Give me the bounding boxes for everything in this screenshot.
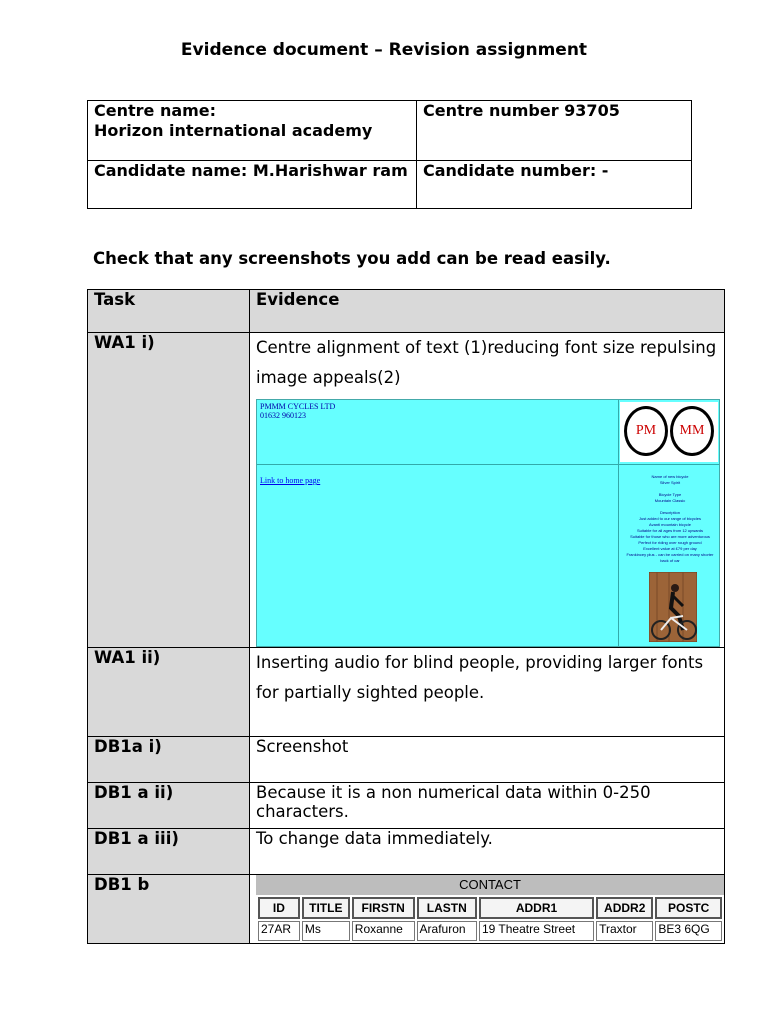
desc-line: Mountain Classic — [654, 498, 686, 503]
table-cell: Roxanne — [352, 921, 415, 941]
column-header: ADDR1 — [479, 897, 594, 919]
cyclist-illustration — [649, 572, 697, 642]
evidence-text: Centre alignment of text (1)reducing font size repulsing image appeals(2) — [256, 338, 717, 387]
task-cell: DB1a i) — [88, 737, 250, 783]
candidate-number-cell — [417, 161, 692, 209]
column-header: TITLE — [302, 897, 350, 919]
centre-number: Centre number 93705 — [423, 101, 620, 120]
contact-table-screenshot — [256, 875, 724, 943]
candidate-number: Candidate number: - — [423, 161, 609, 180]
task-cell: WA1 i) — [88, 333, 250, 648]
desc-line: Name of new bicycle — [651, 474, 689, 479]
logo-wheel-left: PM — [624, 406, 668, 456]
column-header: POSTC — [655, 897, 722, 919]
header-evidence: Evidence — [250, 290, 725, 333]
candidate-name: Candidate name: M.Harishwar ram — [94, 161, 408, 180]
centre-number-cell — [417, 101, 692, 161]
evidence-cell — [250, 875, 725, 944]
desc-line: Bicycle Type — [658, 492, 682, 497]
desc-line: Suitable for all ages from 12 upwards — [636, 528, 704, 533]
task-cell: DB1 a ii) — [88, 783, 250, 829]
evidence-cell: Screenshot — [250, 737, 725, 783]
centre-info-table — [87, 100, 692, 209]
desc-line: Silver Spirit — [659, 480, 681, 485]
table-cell: Ms — [302, 921, 350, 941]
home-page-link[interactable]: Link to home page — [260, 476, 321, 485]
company-name: PMMM CYCLES LTD — [260, 402, 336, 411]
bicycle-description — [625, 474, 715, 564]
evidence-cell: Inserting audio for blind people, providing larger fonts for partially sighted people. — [250, 648, 725, 737]
desc-line: Excellent value at £79 per day — [643, 546, 697, 551]
evidence-cell: To change data immediately. — [250, 829, 725, 875]
evidence-cell: Because it is a non numerical data within 0-250 characters. — [250, 783, 725, 829]
centre-name-label: Centre name: — [94, 101, 217, 120]
company-heading — [260, 402, 335, 420]
desc-line: Suitable for those who are more adventurous — [630, 534, 710, 539]
column-header: LASTN — [417, 897, 477, 919]
column-header: ADDR2 — [596, 897, 653, 919]
desc-line: Description — [659, 510, 680, 515]
table-cell: BE3 6QG — [655, 921, 722, 941]
column-header: FIRSTN — [352, 897, 415, 919]
divider — [618, 400, 619, 646]
company-phone: 01632 960123 — [260, 411, 306, 420]
company-logo — [620, 402, 718, 462]
task-cell: DB1 a iii) — [88, 829, 250, 875]
table-row — [258, 921, 722, 941]
logo-wheel-right: MM — [670, 406, 714, 456]
contact-grid — [256, 895, 724, 943]
task-cell: DB1 b — [88, 875, 250, 944]
desc-line: Avanti mountain bicycle — [649, 522, 691, 527]
contact-header-row — [258, 897, 722, 919]
column-header: ID — [258, 897, 300, 919]
document-title: Evidence document – Revision assignment — [180, 40, 588, 60]
centre-name-cell — [88, 101, 417, 161]
contact-table-title: CONTACT — [256, 875, 724, 895]
table-cell: Arafuron — [417, 921, 477, 941]
bicycle-photo — [649, 572, 697, 642]
desc-line: Perfect for riding over rough ground — [638, 540, 702, 545]
desc-line: Frankincey plus - can be carried on many shorter back of car — [626, 552, 714, 563]
divider — [257, 464, 719, 465]
webpage-screenshot — [256, 399, 720, 647]
screenshot-note: Check that any screenshots you add can be read easily. — [93, 249, 611, 268]
header-task: Task — [88, 290, 250, 333]
table-cell: Traxtor — [596, 921, 653, 941]
evidence-cell — [250, 333, 725, 648]
evidence-table — [87, 289, 725, 944]
desc-line: Just added to our range of bicycles — [638, 516, 702, 521]
task-cell: WA1 ii) — [88, 648, 250, 737]
table-cell: 19 Theatre Street — [479, 921, 594, 941]
centre-name-value: Horizon international academy — [94, 121, 373, 140]
table-cell: 27AR — [258, 921, 300, 941]
candidate-name-cell — [88, 161, 417, 209]
